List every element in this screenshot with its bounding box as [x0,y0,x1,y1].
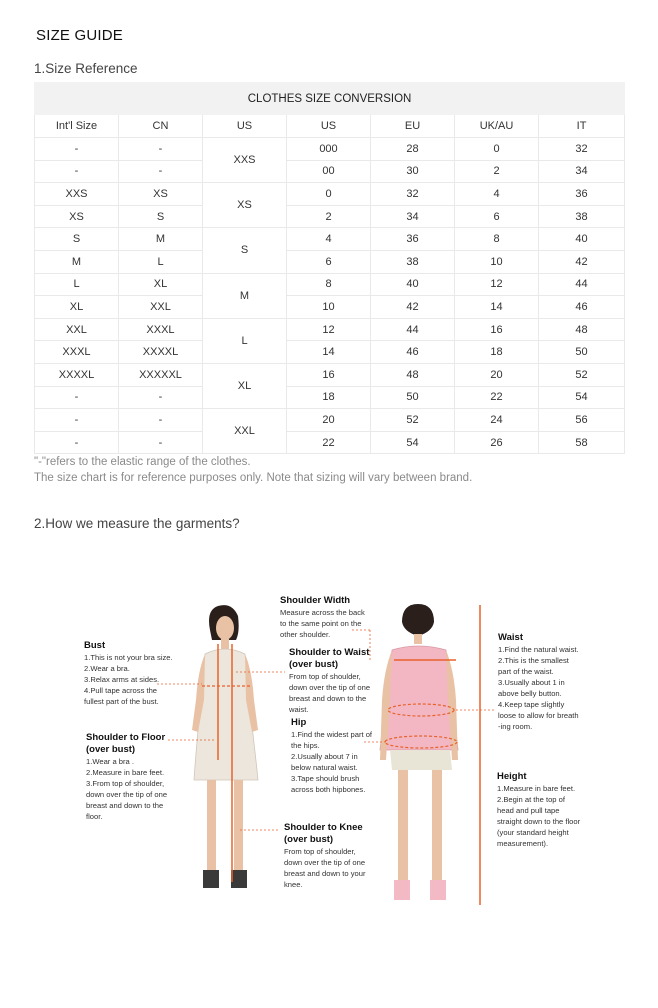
table-cell: 12 [455,273,539,296]
waist-title: Waist [498,632,523,643]
table-cell: 18 [287,386,371,409]
table-cell: - [35,386,119,409]
section-heading-how-we-measure: 2.How we measure the garments? [34,516,240,531]
shoulder-width-step: other shoulder. [280,630,331,639]
shoulder-to-waist-step: waist. [289,705,309,714]
reference-disclaimer: The size chart is for reference purposes only. Note that sizing will vary between brand. [34,472,473,484]
table-caption: CLOTHES SIZE CONVERSION [35,83,625,115]
hip-step: below natural waist. [291,763,358,772]
table-cell: 54 [539,386,625,409]
height-title: Height [497,771,527,782]
table-cell: 50 [371,386,455,409]
table-cell: 10 [455,250,539,273]
table-cell: 8 [455,228,539,251]
table-cell: XXS [35,183,119,206]
shoulder-to-knee-step: From top of shoulder, [284,847,356,856]
hip-step: 2.Usually about 7 in [291,752,358,761]
table-cell: 14 [287,341,371,364]
shoulder-width-instructions [280,595,365,640]
table-cell: 36 [371,228,455,251]
table-row [35,363,625,386]
shoulder-to-knee-step: breast and down to your [284,869,366,878]
table-cell: XXXL [35,341,119,364]
table-cell: XL [203,363,287,408]
table-cell: 48 [539,318,625,341]
table-cell: 50 [539,341,625,364]
table-cell: XXL [35,318,119,341]
table-cell: - [119,409,203,432]
bust-title: Bust [84,640,106,651]
table-row [35,205,625,228]
waist-step: above belly button. [498,689,562,698]
column-header: UK/AU [455,115,539,138]
bust-instructions [84,640,173,707]
table-row [35,160,625,183]
table-cell: 42 [371,296,455,319]
table-cell: 2 [287,205,371,228]
table-cell: 000 [287,138,371,161]
table-cell: 6 [455,205,539,228]
table-cell: 30 [371,160,455,183]
table-cell: 24 [455,409,539,432]
height-step: straight down to the floor [497,817,581,826]
table-row [35,138,625,161]
table-cell: - [119,160,203,183]
shoulder-to-waist-step: From top of shoulder, [289,672,361,681]
table-cell: 10 [287,296,371,319]
size-conversion-table [34,82,625,454]
table-cell: 48 [371,363,455,386]
table-cell: 26 [455,431,539,454]
shoulder-to-floor-title: Shoulder to Floor (over bust) [86,732,166,755]
shoulder-width-title: Shoulder Width [280,595,351,606]
table-cell: S [203,228,287,273]
table-cell: 16 [287,363,371,386]
table-cell: 52 [539,363,625,386]
table-cell: 00 [287,160,371,183]
bust-step: 1.This is not your bra size. [84,653,173,662]
bust-step: 2.Wear a bra. [84,664,130,673]
column-header: CN [119,115,203,138]
table-cell: - [35,160,119,183]
table-cell: 22 [287,431,371,454]
table-row [35,409,625,432]
table-cell: 12 [287,318,371,341]
table-cell: XL [35,296,119,319]
hip-step: across both hipbones. [291,785,366,794]
shoulder-to-waist-step: down over the tip of one [289,683,371,692]
table-cell: XXXXXL [119,363,203,386]
hip-step: the hips. [291,741,320,750]
waist-step: 4.Keep tape slightly [498,700,565,709]
table-cell: 58 [539,431,625,454]
bust-step: 3.Relax arms at sides. [84,675,160,684]
column-header: US [287,115,371,138]
table-cell: S [119,205,203,228]
shoulder-to-knee-instructions [284,822,370,890]
table-cell: - [119,138,203,161]
table-cell: M [119,228,203,251]
table-cell: 40 [539,228,625,251]
table-row [35,296,625,319]
table-cell: - [119,386,203,409]
shoulder-to-floor-step: 3.From top of shoulder, [86,779,165,788]
table-cell: 44 [539,273,625,296]
table-cell: XXL [203,409,287,454]
table-cell: 0 [455,138,539,161]
table-cell: S [35,228,119,251]
table-cell: 20 [455,363,539,386]
height-instructions [497,771,580,849]
table-cell: XS [35,205,119,228]
table-cell: XXXL [119,318,203,341]
back-model-illustration [380,604,458,900]
table-cell: 56 [539,409,625,432]
table-row [35,431,625,454]
waist-step: part of the waist. [498,667,554,676]
shoulder-width-step: Measure across the back [280,608,365,617]
column-header: Int'l Size [35,115,119,138]
shoulder-width-step: to the same point on the [280,619,362,628]
table-cell: 46 [539,296,625,319]
table-cell: 52 [371,409,455,432]
table-cell: 32 [539,138,625,161]
table-cell: 4 [287,228,371,251]
bust-step: 4.Pull tape across the [84,686,158,695]
shoulder-to-floor-step: down over the tip of one [86,790,168,799]
table-cell: 14 [455,296,539,319]
shoulder-to-knee-step: knee. [284,880,303,889]
shoulder-to-waist-step: breast and down to the [289,694,367,703]
table-cell: 38 [539,205,625,228]
table-cell: XS [119,183,203,206]
table-row [35,250,625,273]
section-heading-size-reference: 1.Size Reference [34,61,138,76]
table-cell: XXXXL [35,363,119,386]
column-header: EU [371,115,455,138]
table-header-row [35,115,625,138]
table-cell: 38 [371,250,455,273]
hip-step: 1.Find the widest part of [291,730,373,739]
table-cell: L [203,318,287,363]
table-cell: XXL [119,296,203,319]
shoulder-to-floor-step: 1.Wear a bra . [86,757,134,766]
waist-instructions [498,632,579,732]
table-row [35,183,625,206]
table-cell: 32 [371,183,455,206]
hip-title: Hip [291,717,307,728]
table-cell: XL [119,273,203,296]
table-row [35,228,625,251]
table-row [35,386,625,409]
table-cell: 8 [287,273,371,296]
table-cell: 6 [287,250,371,273]
table-cell: 16 [455,318,539,341]
shoulder-to-floor-step: breast and down to the [86,801,164,810]
shoulder-to-floor-instructions [86,732,170,822]
table-cell: 34 [371,205,455,228]
hip-step: 3.Tape should brush [291,774,360,783]
shoulder-to-waist-instructions [289,647,375,715]
table-cell: M [35,250,119,273]
table-cell: 46 [371,341,455,364]
table-cell: L [119,250,203,273]
table-cell: L [35,273,119,296]
waist-step: 3.Usually about 1 in [498,678,565,687]
table-cell: XXS [203,138,287,183]
table-cell: 18 [455,341,539,364]
table-cell: M [203,273,287,318]
table-cell: 22 [455,386,539,409]
waist-step: -ing room. [498,722,533,731]
table-cell: - [35,409,119,432]
front-model-illustration [192,605,258,888]
table-cell: - [35,138,119,161]
table-row [35,273,625,296]
height-step: 1.Measure in bare feet. [497,784,576,793]
waist-step: 2.This is the smallest [498,656,569,665]
shoulder-to-knee-step: down over the tip of one [284,858,366,867]
table-cell: 4 [455,183,539,206]
bust-step: fullest part of the bust. [84,697,159,706]
shoulder-to-floor-step: 2.Measure in bare feet. [86,768,165,777]
table-cell: 0 [287,183,371,206]
shoulder-to-floor-step: floor. [86,812,103,821]
measurement-figure [0,560,658,940]
page-title: SIZE GUIDE [36,27,124,44]
shoulder-to-knee-title: Shoulder to Knee (over bust) [284,822,363,845]
table-cell: - [35,431,119,454]
shoulder-to-waist-title: Shoulder to Waist (over bust) [289,647,370,670]
table-row [35,341,625,364]
table-cell: 34 [539,160,625,183]
table-row [35,318,625,341]
table-cell: 40 [371,273,455,296]
waist-step: 1.Find the natural waist. [498,645,579,654]
table-cell: 28 [371,138,455,161]
table-cell: 20 [287,409,371,432]
table-cell: XS [203,183,287,228]
waist-step: loose to allow for breath [498,711,579,720]
table-cell: XXXXL [119,341,203,364]
height-step: 2.Begin at the top of [497,795,565,804]
height-step: (your standard height [497,828,569,837]
column-header: US [203,115,287,138]
table-cell: 42 [539,250,625,273]
table-cell: 2 [455,160,539,183]
column-header: IT [539,115,625,138]
table-cell: 36 [539,183,625,206]
table-cell: - [119,431,203,454]
elastic-range-note: "-"refers to the elastic range of the clothes. [34,456,251,468]
hip-instructions [291,717,372,795]
table-cell: 44 [371,318,455,341]
height-step: head and pull tape [497,806,560,815]
table-cell: 54 [371,431,455,454]
height-step: measurement). [497,839,549,848]
